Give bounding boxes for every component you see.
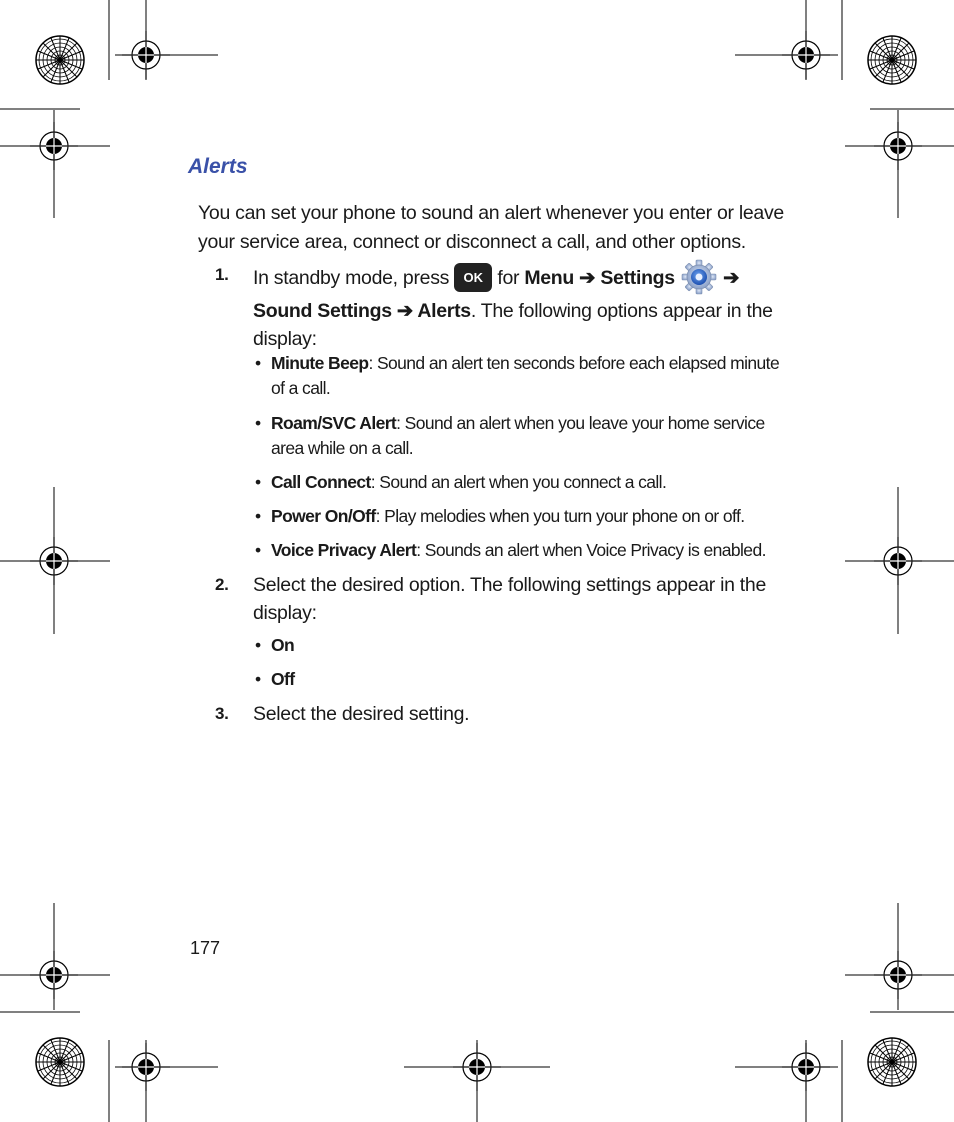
bullet: • bbox=[255, 635, 261, 655]
menu-label: Menu bbox=[524, 267, 575, 290]
bullet: • bbox=[255, 669, 261, 689]
option-label: Call Connect bbox=[271, 472, 371, 492]
settings-gear-icon bbox=[680, 259, 718, 295]
settings-label: Settings bbox=[600, 267, 675, 290]
step-text-part: In standby mode, press bbox=[253, 267, 455, 290]
setting-label: On bbox=[271, 635, 295, 655]
setting-label: Off bbox=[271, 669, 295, 689]
bullet: • bbox=[255, 353, 261, 373]
option-description: : Sound an alert when you connect a call. bbox=[370, 472, 667, 492]
option-label: Roam/SVC Alert bbox=[271, 413, 397, 433]
option-label: Voice Privacy Alert bbox=[271, 540, 417, 560]
intro-paragraph: You can set your phone to sound an alert whenever you enter or leave your service area, connect or disconnect a call, and other options. bbox=[198, 202, 784, 253]
bullet: • bbox=[255, 506, 261, 526]
sound-settings-label: Sound Settings bbox=[253, 300, 392, 322]
bullet: • bbox=[255, 413, 261, 433]
step-text-part: . The following options appear in the display: bbox=[253, 300, 773, 350]
step-text-part: for bbox=[492, 267, 525, 290]
page-number: 177 bbox=[190, 938, 221, 958]
alerts-label: Alerts bbox=[417, 300, 471, 322]
step-text: Select the desired setting. bbox=[253, 703, 470, 725]
section-heading: Alerts bbox=[188, 155, 248, 178]
bullet: • bbox=[255, 540, 261, 560]
arrow: ➔ bbox=[717, 267, 740, 290]
option-label: Power On/Off bbox=[271, 506, 376, 526]
step-number: 3. bbox=[215, 704, 229, 723]
option-description: : Sound an alert when you leave your home service area while on a call. bbox=[271, 413, 765, 458]
option-description: : Play melodies when you turn your phone on or off. bbox=[375, 506, 745, 526]
option-description: : Sound an alert ten seconds before each elapsed minute of a call. bbox=[271, 353, 780, 398]
option-description: : Sounds an alert when Voice Privacy is enabled. bbox=[416, 540, 766, 560]
bullet: • bbox=[255, 472, 261, 492]
ok-key-icon: OK bbox=[454, 263, 492, 292]
step-number: 2. bbox=[215, 575, 229, 594]
option-label: Minute Beep bbox=[271, 353, 369, 373]
step-text: Select the desired option. The following settings appear in the display: bbox=[253, 574, 766, 624]
step-number: 1. bbox=[215, 265, 229, 284]
arrow: ➔ bbox=[391, 300, 418, 322]
arrow: ➔ bbox=[574, 267, 601, 290]
step-text bbox=[253, 261, 785, 353]
